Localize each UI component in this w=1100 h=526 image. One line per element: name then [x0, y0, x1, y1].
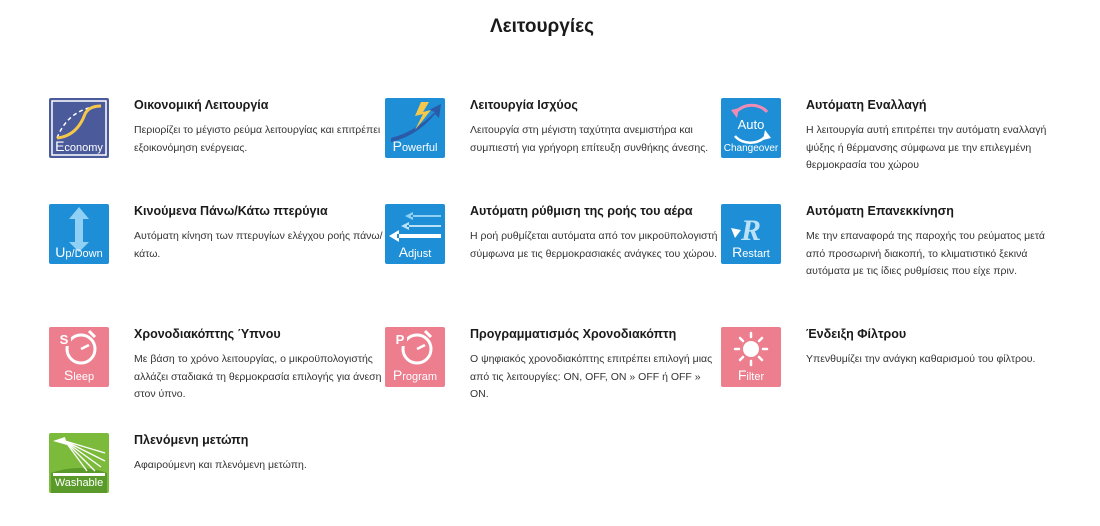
feature-title: Αυτόματη Εναλλαγή: [806, 98, 927, 112]
feature-description: Υπενθυμίζει την ανάγκη καθαρισμού του φίλτρου.: [806, 353, 1036, 365]
feature-title: Πλενόμενη μετώπη: [134, 433, 249, 447]
feature-description: Αφαιρούμενη και πλενόμενη μετώπη.: [134, 459, 307, 471]
economy-icon: Economy: [49, 98, 109, 158]
updown-icon: Up/Down: [49, 204, 109, 264]
feature-title: Αυτόματη ρύθμιση της ροής του αέρα: [470, 204, 693, 218]
sleep-timer-icon: S Sleep: [49, 327, 109, 387]
feature-description: Η λειτουργία αυτή επιτρέπει την αυτόματη εναλλαγή ψύξης ή θέρμανσης σύμφωνα με την επιλεγμένη θερμοκρασία του χώρου: [806, 124, 1047, 171]
feature-title: Κινούμενα Πάνω/Κάτω πτερύγια: [134, 204, 328, 218]
restart-icon: R Restart: [721, 204, 781, 264]
feature-title: Λειτουργία Ισχύος: [470, 98, 578, 112]
adjust-icon: Adjust: [385, 204, 445, 264]
feature-description: Λειτουργία στη μέγιστη ταχύτητα ανεμιστήρα και συμπιεστή για γρήγορη επίτευξη συνθήκης άνεσης.: [470, 124, 709, 154]
changeover-icon: Auto Changeover: [721, 98, 781, 158]
feature-title: Προγραμματισμός Χρονοδιακόπτη: [470, 327, 677, 341]
auto-text: Auto: [737, 117, 765, 132]
washable-icon: Washable: [49, 433, 109, 493]
feature-description: Η ροή ρυθμίζεται αυτόματα από τον μικροϋπολογιστή σύμφωνα με τις θερμοκρασιακές ανάγκες του χώρου.: [470, 230, 718, 260]
feature-title: Οικονομική Λειτουργία: [134, 98, 269, 112]
page-title: Λειτουργίες: [489, 16, 595, 37]
powerful-icon: Powerful: [385, 98, 445, 158]
program-letter: P: [395, 332, 405, 347]
filter-icon: Filter: [721, 327, 781, 387]
feature-title: Αυτόματη Επανεκκίνηση: [806, 204, 954, 218]
feature-description: Ο ψηφιακός χρονοδιακόπτης επιτρέπει επιλογή μιας από τις λειτουργίες: ON, OFF, ON » OFF ή OFF » ON.: [470, 353, 713, 400]
feature-description: Περιορίζει το μέγιστο ρεύμα λειτουργίας και επιτρέπει εξοικονόμηση ενέργειας.: [134, 124, 381, 154]
program-timer-icon: P Program: [385, 327, 445, 387]
feature-description: Αυτόματη κίνηση των πτερυγίων ελέγχου ροής πάνω/κάτω.: [134, 230, 383, 260]
sleep-letter: S: [59, 332, 69, 347]
feature-description: Με βάση το χρόνο λειτουργίας, ο μικροϋπολογιστής αλλάζει σταδιακά τη θερμοκρασία επιλογής για άνεση στον ύπνο.: [134, 353, 382, 400]
feature-title: Χρονοδιακόπτης Ύπνου: [134, 327, 281, 341]
feature-description: Με την επαναφορά της παροχής του ρεύματος μετά από προσωρινή διακοπή, το κλιματιστικό ξεκινά αυτόματα με τις ίδιες ρυθμίσεις που είχε πριν.: [806, 230, 1045, 277]
feature-title: Ένδειξη Φίλτρου: [806, 327, 907, 341]
restart-letter: R: [740, 214, 762, 247]
